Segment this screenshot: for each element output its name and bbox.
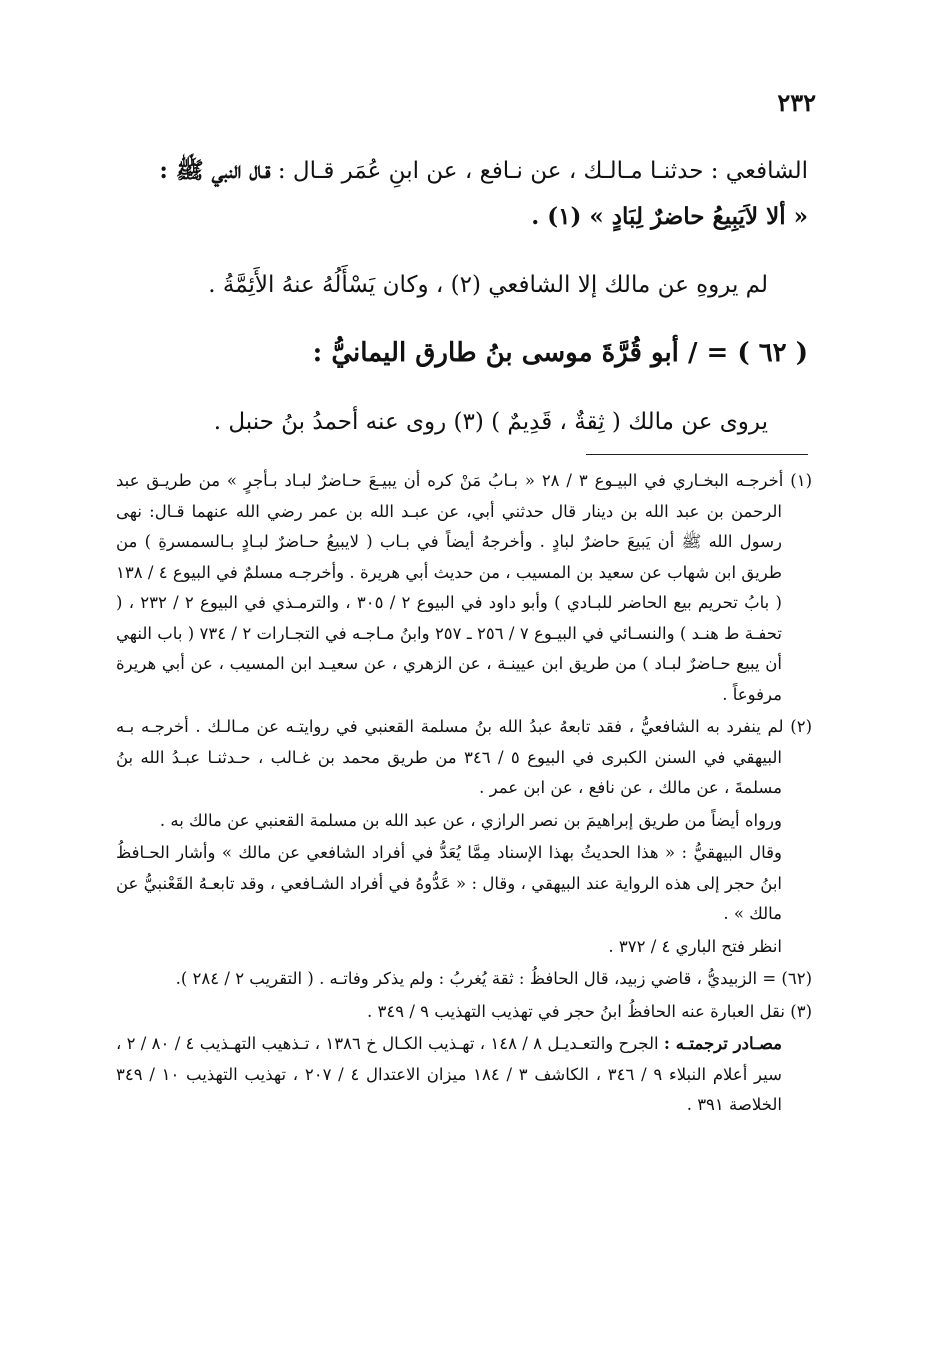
isnad-text: الشافعي : حدثنـا مـالـك ، عن نـافع ، عن ابنِ عُمَر قـال : <box>270 158 808 184</box>
sources-text: الجرح والتعـديـل ٨ / ١٤٨ ، تهـذيب الكـال خ ١٣٨٦ ، تـذهيب التهـذيب ٤ / ٨٠ / ٢ ، سير أعلام النبلاء ٩ / ٣٤٦ ، الكاشف ٣ / ١٨٤ ميزان الاعتدال ٤ / ٢٠٧ ، تهذيب التهذيب ١٠ / ٣٤٩ الخلاصة ٣٩١ . <box>116 1034 782 1114</box>
footnotes <box>116 466 812 1123</box>
footnote-62: (٦٢) = الزبيديُّ ، قاضي زبيد، قال الحافظُ : ثقة يُغربُ : ولم يذكر وفاتـه . ( التقريب ٢ / ٢٨٤ ). <box>175 969 812 988</box>
page-number: ٢٣٢ <box>777 88 816 117</box>
sources-note <box>116 1029 812 1121</box>
footnote-2-cont-3: انظر فتح الباري ٤ / ٣٧٢ . <box>608 936 782 956</box>
main-text <box>116 148 808 446</box>
sources-label: مصـادر ترجمتـه : <box>663 1034 782 1053</box>
footnote-3: (٣) نقل العبارة عنه الحافظُ ابنُ حجر في تهذيب التهذيب ٩ / ٣٤٩ . <box>366 1001 812 1021</box>
footnote-2-cont-1: ورواه أيضاً من طريق إبراهيمَ بن نصر الرازي ، عن عبد الله بن مسلمة القعنبي عن مالك به . <box>159 810 782 830</box>
footnote-1: (١) أخرجـه البخـاري في البيـوع ٣ / ٢٨ « بـابُ مَنْ كره أن يبيـعَ حـاضرٌ لبـاد بـأجرٍ » من طريـق عبد الرحمن بن عبد الله بن دينار قال حدثني أبي، عن عبـد الله بن عمر رضي الله عنهما قـال: نهى رسول الله ﷺ أن يَبيعَ حاضرٌ لبادٍ . وأخرجهُ أيضاً في بـاب ( لايبيعُ حـاضرٌ لبـادٍ بـالسمسرةِ ) من طريق ابن شهاب عن سعيد بن المسيب ، من حديث أبي هريرة . وأخرجـه مسلمٌ في البيوع ٤ / ١٣٨ ( بابُ تحريم بيع الحاضر للبـادي ) وأبو داود في البيوع ٢ / ٣٠٥ ، والترمـذي في البيوع ٢ / ٢٣٢ ، ( تحفـة ط هنـد ) والنسـائي في البيـوع ٧ / ٢٥٦ ـ ٢٥٧ وابنُ مـاجـه في التجـارات ٢ / ٧٣٤ ( باب النهي أن يبيع حـاضرٌ لبـاد ) من طريق ابن عيينـة ، عن الزهري ، عن سعيـد ابن المسيب ، عن أبي هريرة مرفوعاً . <box>116 471 812 704</box>
prophet-said-text: قـال النبي ﷺ : <box>159 157 271 184</box>
hadith-isnad-line <box>116 148 808 194</box>
footnote-2-cont-2: وقال البيهقيُّ : « هذا الحديثُ بهذا الإسناد مِمَّا يُعَدُّ في أفراد الشافعي عن مالك » وأشار الحـافظُ ابنُ حجر إلى هذه الرواية عند البيهقي ، وقال : « عَدُّوهُ في أفراد الشـافعي ، وقد تابعـهُ القَعْنبيُّ عن مالك » . <box>116 843 782 923</box>
footnote-divider <box>586 454 808 455</box>
commentary-line: لم يروهِ عن مالك إلا الشافعي (٢) ، وكان يَسْأَلُهُ عنهُ الأَئِمَّةُ . <box>208 272 768 298</box>
footnote-2: (٢) لم ينفرد به الشافعيُّ ، فقد تابعهُ عبدُ الله بنُ مسلمة القعنبي في روايتـه عن مـالـك . أخرجـه بـه البيهقي في السنن الكبرى في البيوع ٥ / ٣٤٦ من طريق محمد بن غـالب ، حـدثنـا عبـدُ الله بنُ مسلمةَ ، عن مالك ، عن نافع ، عن ابن عمر . <box>116 717 812 797</box>
hadith-matn-line: « ألا لاَيَبِيعُ حاضرٌ لِبَادٍ » (١) . <box>531 203 808 230</box>
entry-heading: ( ٦٢ ) = / أبو قُرَّةَ موسى بنُ طارق اليمانيُّ : <box>312 338 808 368</box>
entry-description: يروى عن مالك ( ثِقةٌ ، قَدِيمٌ ) (٣) روى عنه أحمدُ بنُ حنبل . <box>213 409 768 435</box>
